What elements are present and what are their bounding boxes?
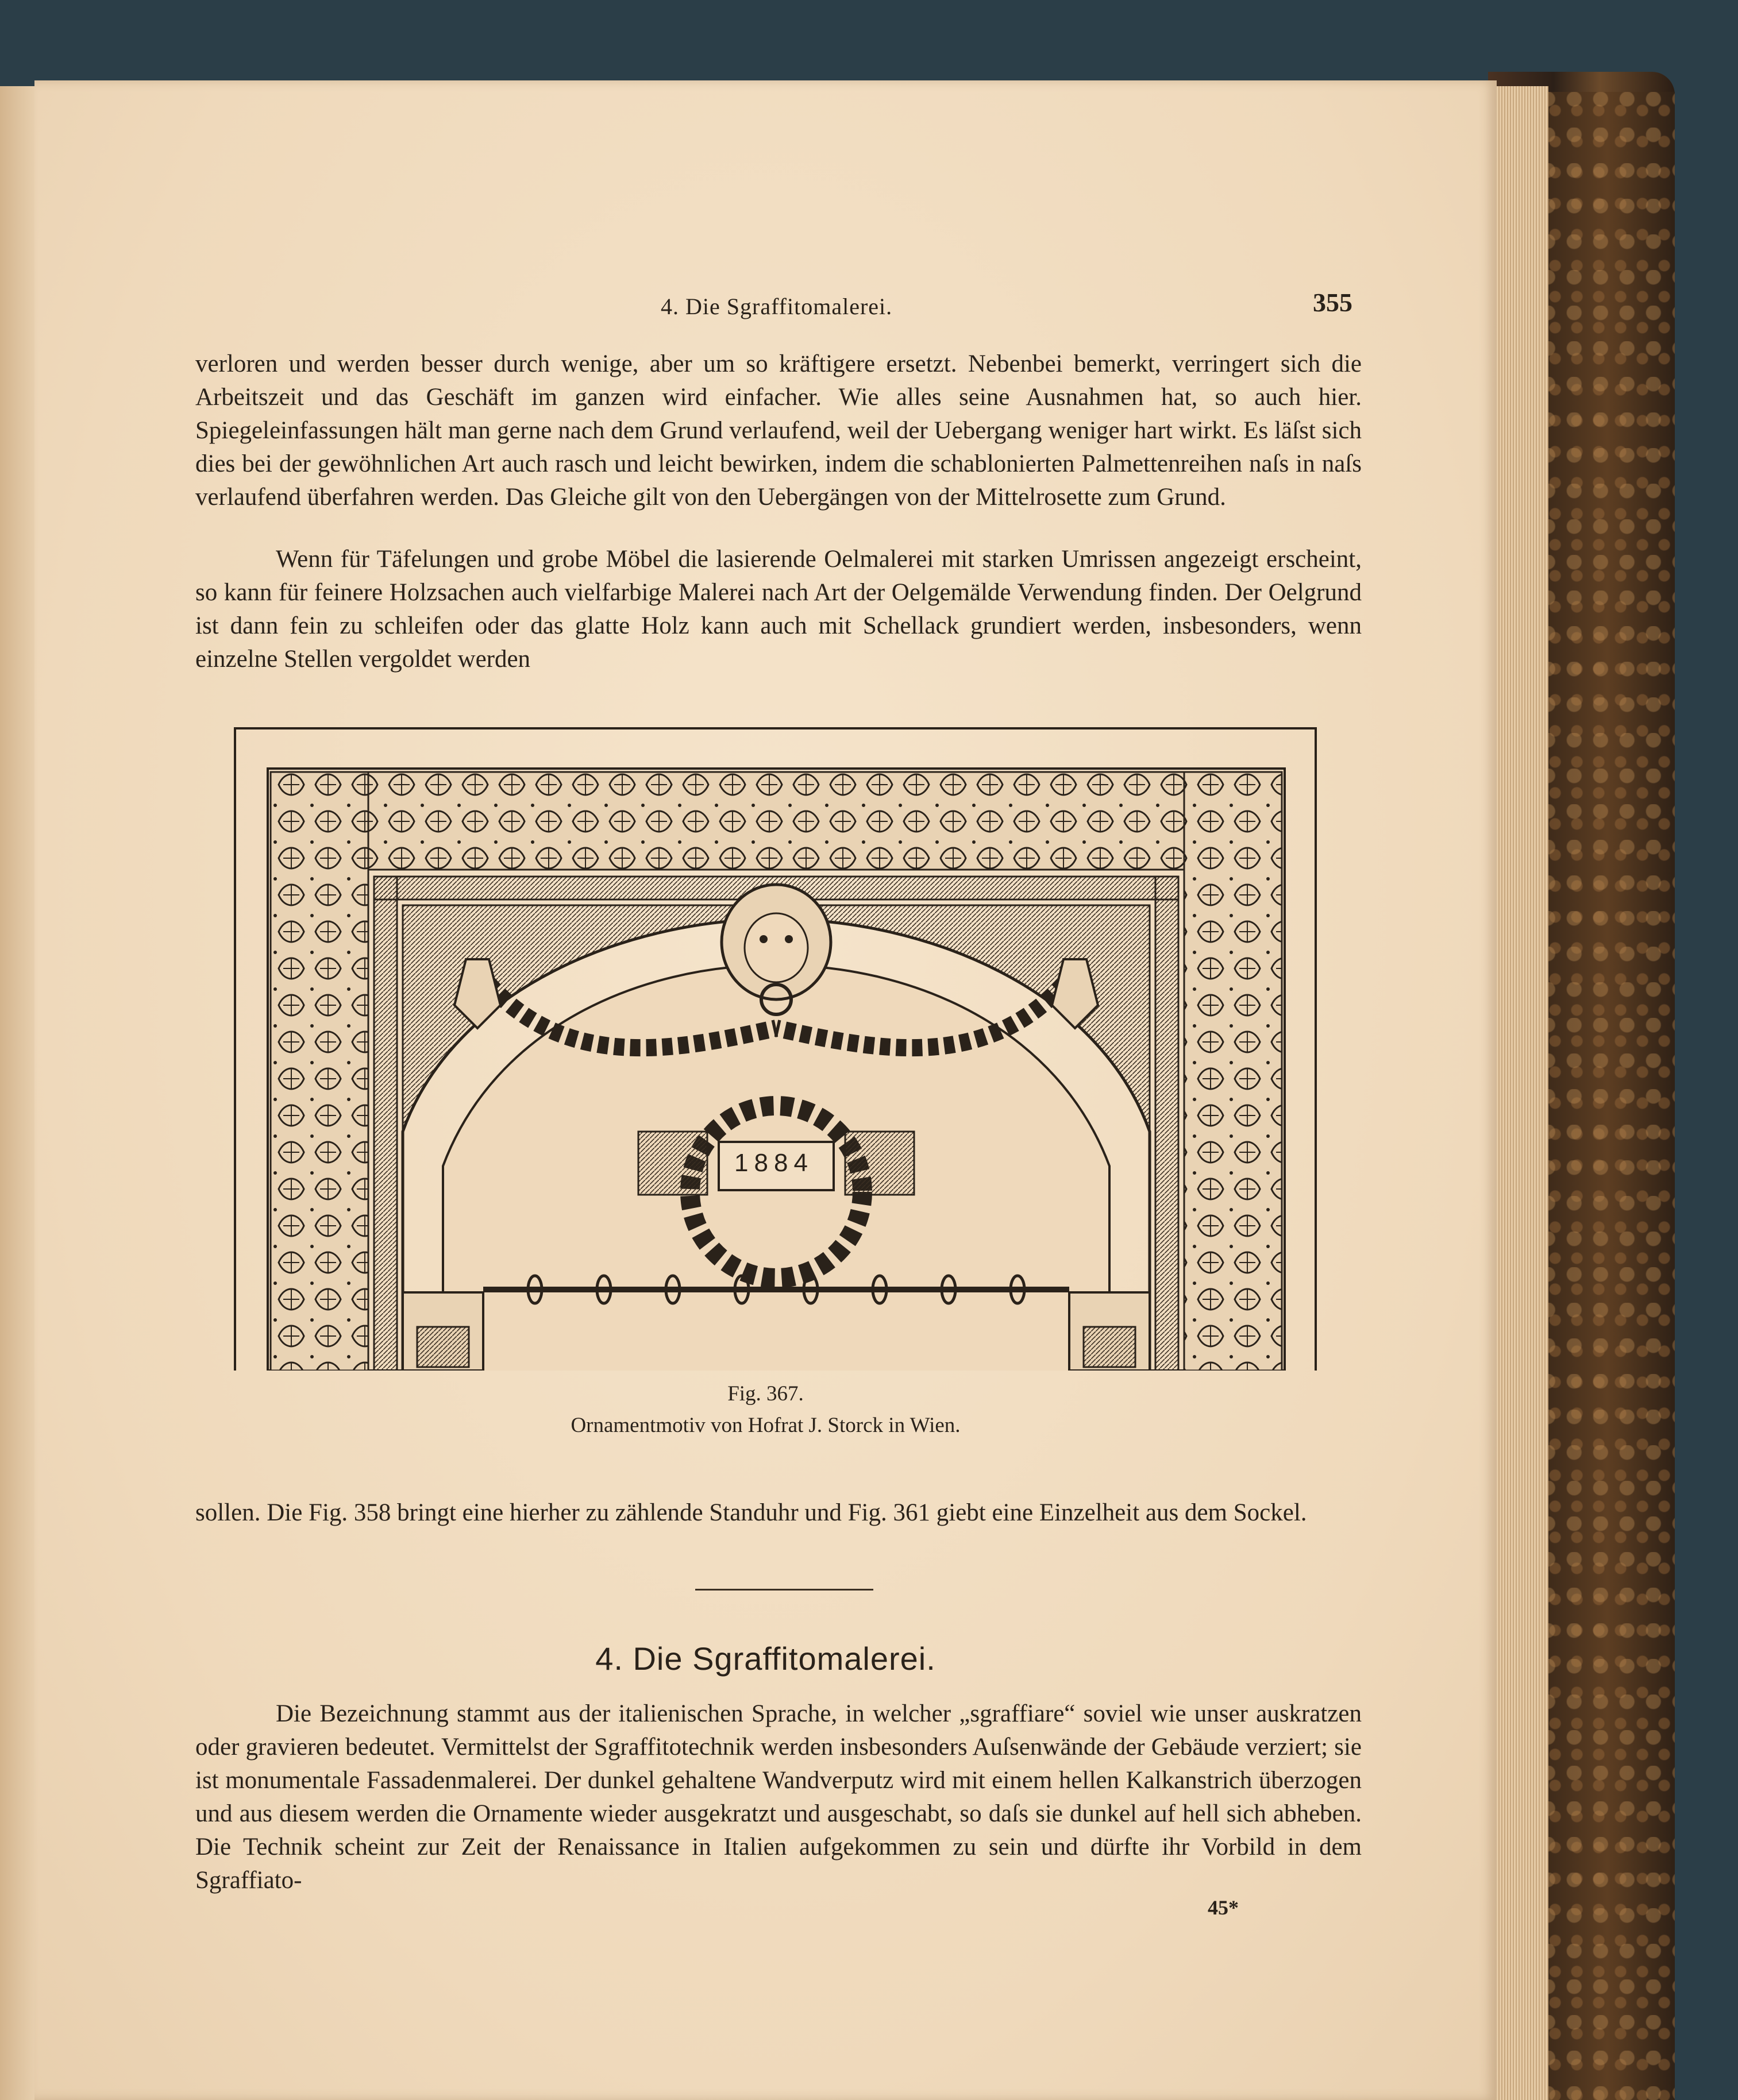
page-header <box>34 287 1497 322</box>
section-heading: 4. Die Sgraffitomalerei. <box>595 1640 936 1677</box>
section-paragraph: Die Bezeichnung stammt aus der italienischen Sprache, in welcher „sgraffiare“ soviel wie unser auskratzen oder gravieren bedeutet. Vermittelst der Sgraffitotechnik werden insbesonders Auſsenwände der Gebäude verziert; sie ist monumentale Fassadenmalerei. Der dunkel gehaltene Wandverputz wird mit einem hellen Kalkanstrich überzogen und aus diesem werden die Ornamente wieder ausgekratzt und ausgeschabt, so daſs sie dunkel auf hell sich abheben. Die Technik scheint zur Zeit der Renaissance in Italien aufgekommen zu sein und dürfte ihr Vorbild in dem Sgraffiato- <box>195 1700 1362 1894</box>
figure-number: Fig. 367. <box>727 1382 804 1406</box>
book-page <box>34 80 1497 2100</box>
figure-caption: Ornamentmotiv von Hofrat J. Storck in Wien. <box>571 1414 961 1437</box>
signature-mark: 45* <box>1208 1896 1239 1919</box>
page-stack-edge <box>1494 86 1548 2100</box>
section-divider <box>695 1589 873 1591</box>
page-number: 355 <box>1313 288 1352 317</box>
paragraph-1: verloren und werden besser durch wenige, aber um so kräftigere ersetzt. Nebenbei bemerkt, verringert sich die Arbeitszeit und das Geschäft im ganzen wird einfacher. Wie alles seine Ausnahmen hat, so auch hier. Spiegeleinfassungen hält man gerne nach dem Grund verlaufend, weil der Uebergang weniger hart wirkt. Es läſst sich dies bei der gewöhnlichen Art auch rasch und leicht bewirken, indem die schablonierten Palmettenreihen naſs in naſs verlaufend überfahren werden. Das Gleiche gilt von den Uebergängen von der Mittelrosette zum Grund. <box>195 350 1362 511</box>
ornament-illustration <box>236 729 1315 1371</box>
left-page-edge <box>0 86 34 2100</box>
running-title: 4. Die Sgraffitomalerei. <box>661 294 893 319</box>
ornament-figure <box>234 727 1317 1371</box>
year-inscription: 1884 <box>734 1149 814 1177</box>
paragraph-3: sollen. Die Fig. 358 bringt eine hierher zu zählende Standuhr und Fig. 361 giebt eine Einzelheit aus dem Sockel. <box>195 1499 1307 1526</box>
marbled-cover-edge <box>1540 92 1675 2100</box>
paragraph-2: Wenn für Täfelungen und grobe Möbel die lasierende Oelmalerei mit starken Umrissen angezeigt erscheint, so kann für feinere Holzsachen auch vielfarbige Malerei nach Art der Oelgemälde Verwendung finden. Der Oelgrund ist dann fein zu schleifen oder das glatte Holz kann auch mit Schellack grundiert werden, insbesonders, wenn einzelne Stellen vergoldet werden <box>195 546 1362 673</box>
